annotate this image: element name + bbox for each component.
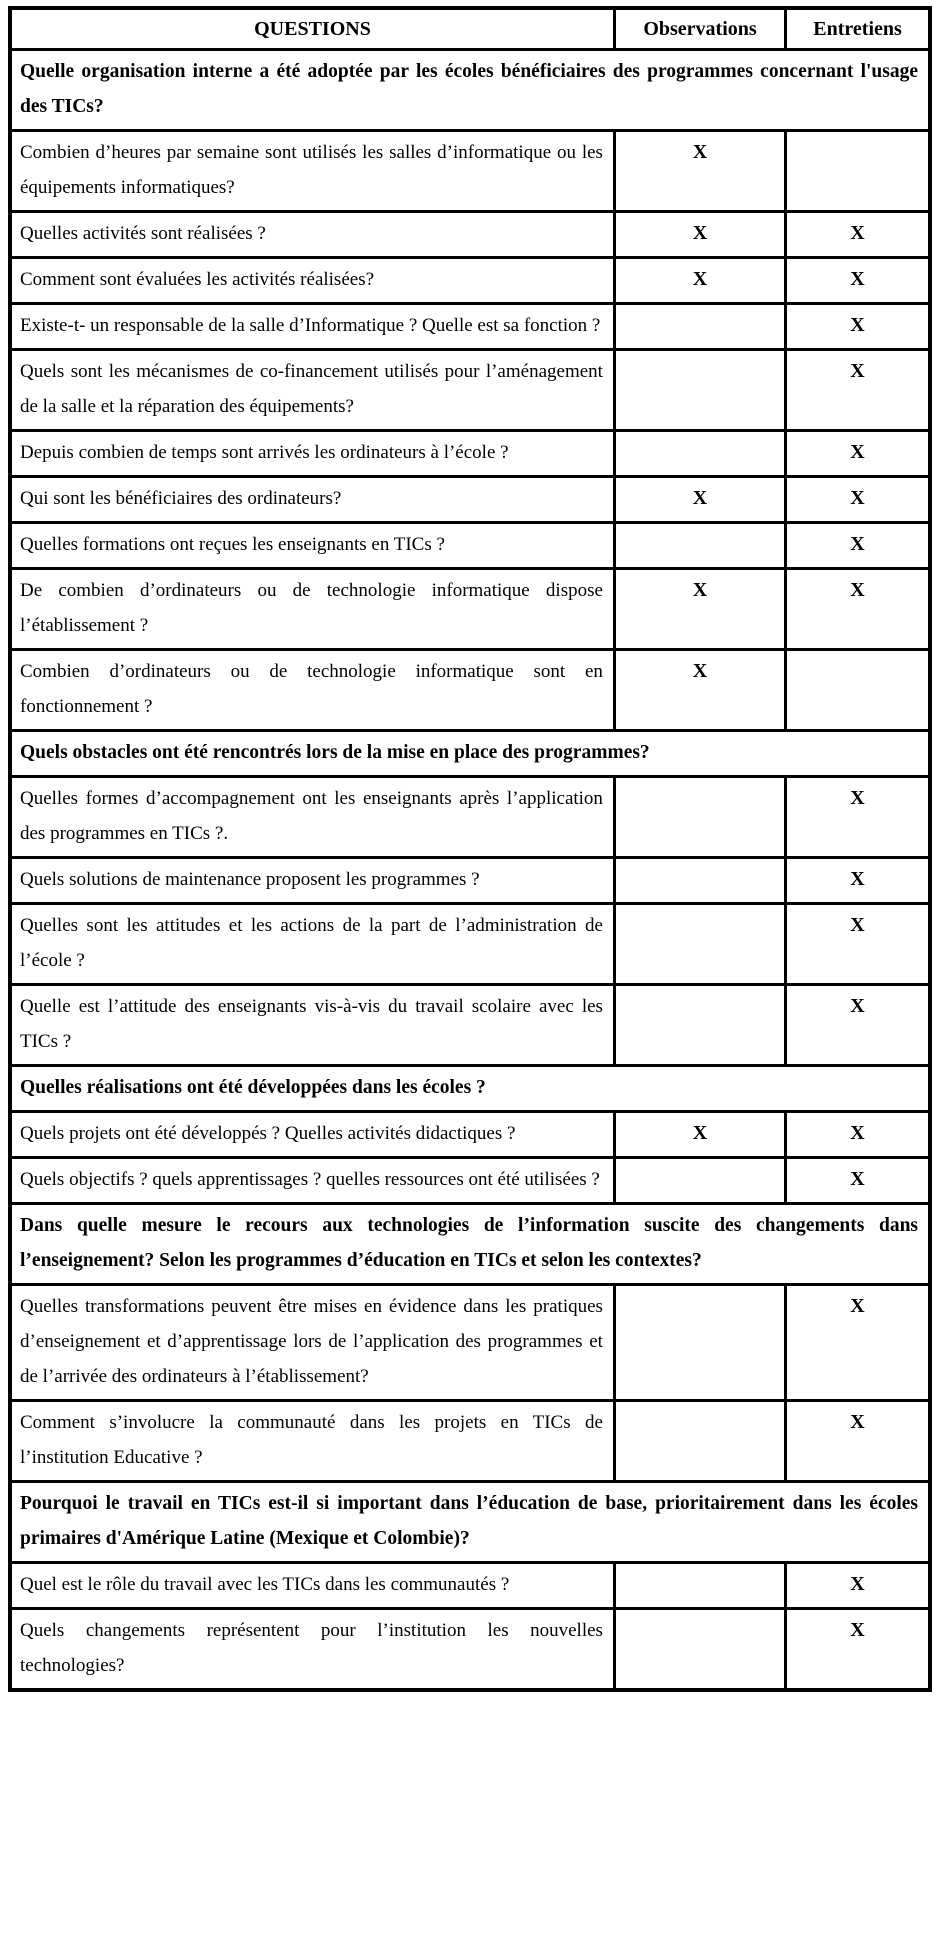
question-row <box>10 258 930 304</box>
observations-mark <box>614 858 785 904</box>
question-text: Quelles activités sont réalisées ? <box>10 212 614 258</box>
section-row <box>10 1204 930 1285</box>
entretiens-mark: X <box>786 1563 930 1609</box>
observations-mark: X <box>614 212 785 258</box>
observations-mark <box>614 1563 785 1609</box>
question-text: Comment sont évaluées les activités réalisées? <box>10 258 614 304</box>
observations-mark: X <box>614 569 785 650</box>
entretiens-mark: X <box>786 569 930 650</box>
question-row <box>10 1158 930 1204</box>
entretiens-mark: X <box>786 304 930 350</box>
question-text: Quels solutions de maintenance proposent les programmes ? <box>10 858 614 904</box>
question-text: Combien d’heures par semaine sont utilisés les salles d’informatique ou les équipements informatiques? <box>10 131 614 212</box>
question-row <box>10 350 930 431</box>
entretiens-mark: X <box>786 1112 930 1158</box>
observations-mark <box>614 1285 785 1401</box>
header-row <box>10 8 930 50</box>
entretiens-mark: X <box>786 431 930 477</box>
question-text: Quelles formes d’accompagnement ont les enseignants après l’application des programmes en TICs ?. <box>10 777 614 858</box>
entretiens-mark: X <box>786 1609 930 1691</box>
question-row <box>10 212 930 258</box>
question-text: Existe-t- un responsable de la salle d’Informatique ? Quelle est sa fonction ? <box>10 304 614 350</box>
section-title: Quels obstacles ont été rencontrés lors de la mise en place des programmes? <box>10 731 930 777</box>
section-title: Quelles réalisations ont été développées dans les écoles ? <box>10 1066 930 1112</box>
question-row <box>10 1563 930 1609</box>
question-row <box>10 650 930 731</box>
observations-mark: X <box>614 131 785 212</box>
question-text: Depuis combien de temps sont arrivés les ordinateurs à l’école ? <box>10 431 614 477</box>
question-text: Quelles formations ont reçues les enseignants en TICs ? <box>10 523 614 569</box>
question-text: Comment s’involucre la communauté dans les projets en TICs de l’institution Educative ? <box>10 1401 614 1482</box>
observations-mark <box>614 1158 785 1204</box>
question-text: Qui sont les bénéficiaires des ordinateurs? <box>10 477 614 523</box>
question-row <box>10 1112 930 1158</box>
question-text: Quelle est l’attitude des enseignants vis-à-vis du travail scolaire avec les TICs ? <box>10 985 614 1066</box>
question-text: Quels projets ont été développés ? Quelles activités didactiques ? <box>10 1112 614 1158</box>
question-row <box>10 304 930 350</box>
question-row <box>10 477 930 523</box>
section-row <box>10 1066 930 1112</box>
question-row <box>10 858 930 904</box>
question-text: Combien d’ordinateurs ou de technologie informatique sont en fonctionnement ? <box>10 650 614 731</box>
observations-mark <box>614 1609 785 1691</box>
observations-mark <box>614 523 785 569</box>
entretiens-mark: X <box>786 858 930 904</box>
question-row <box>10 1285 930 1401</box>
question-row <box>10 904 930 985</box>
observations-mark <box>614 350 785 431</box>
question-text: Quelles sont les attitudes et les actions de la part de l’administration de l’école ? <box>10 904 614 985</box>
entretiens-mark <box>786 131 930 212</box>
entretiens-mark: X <box>786 777 930 858</box>
section-title: Dans quelle mesure le recours aux technologies de l’information suscite des changements dans l’enseignement? Selon les programmes d’éducation en TICs et selon les contextes? <box>10 1204 930 1285</box>
observations-mark <box>614 431 785 477</box>
observations-mark <box>614 985 785 1066</box>
observations-mark: X <box>614 650 785 731</box>
entretiens-mark: X <box>786 1285 930 1401</box>
question-text: De combien d’ordinateurs ou de technologie informatique dispose l’établissement ? <box>10 569 614 650</box>
entretiens-mark: X <box>786 212 930 258</box>
entretiens-mark: X <box>786 1158 930 1204</box>
question-text: Quels changements représentent pour l’institution les nouvelles technologies? <box>10 1609 614 1691</box>
questions-table <box>8 6 932 1692</box>
section-row <box>10 731 930 777</box>
question-row <box>10 569 930 650</box>
entretiens-mark: X <box>786 477 930 523</box>
entretiens-mark: X <box>786 350 930 431</box>
entretiens-mark: X <box>786 523 930 569</box>
section-title: Quelle organisation interne a été adoptée par les écoles bénéficiaires des programmes concernant l'usage des TICs? <box>10 50 930 131</box>
column-header-entretiens: Entretiens <box>786 8 930 50</box>
column-header-observations: Observations <box>614 8 785 50</box>
observations-mark: X <box>614 477 785 523</box>
question-text: Quels sont les mécanismes de co-financement utilisés pour l’aménagement de la salle et la réparation des équipements? <box>10 350 614 431</box>
entretiens-mark: X <box>786 985 930 1066</box>
observations-mark <box>614 304 785 350</box>
observations-mark <box>614 1401 785 1482</box>
question-text: Quelles transformations peuvent être mises en évidence dans les pratiques d’enseignement et d’apprentissage lors de l’application des programmes et de l’arrivée des ordinateurs à l’établissement? <box>10 1285 614 1401</box>
question-row <box>10 777 930 858</box>
observations-mark: X <box>614 258 785 304</box>
question-row <box>10 985 930 1066</box>
question-row <box>10 1609 930 1691</box>
section-title: Pourquoi le travail en TICs est-il si important dans l’éducation de base, prioritairement dans les écoles primaires d'Amérique Latine (Mexique et Colombie)? <box>10 1482 930 1563</box>
observations-mark <box>614 777 785 858</box>
observations-mark <box>614 904 785 985</box>
entretiens-mark: X <box>786 1401 930 1482</box>
column-header-questions: QUESTIONS <box>10 8 614 50</box>
entretiens-mark <box>786 650 930 731</box>
observations-mark: X <box>614 1112 785 1158</box>
question-row <box>10 523 930 569</box>
question-text: Quel est le rôle du travail avec les TICs dans les communautés ? <box>10 1563 614 1609</box>
section-row <box>10 1482 930 1563</box>
entretiens-mark: X <box>786 258 930 304</box>
question-text: Quels objectifs ? quels apprentissages ? quelles ressources ont été utilisées ? <box>10 1158 614 1204</box>
question-row <box>10 131 930 212</box>
question-row <box>10 431 930 477</box>
section-row <box>10 50 930 131</box>
question-row <box>10 1401 930 1482</box>
entretiens-mark: X <box>786 904 930 985</box>
